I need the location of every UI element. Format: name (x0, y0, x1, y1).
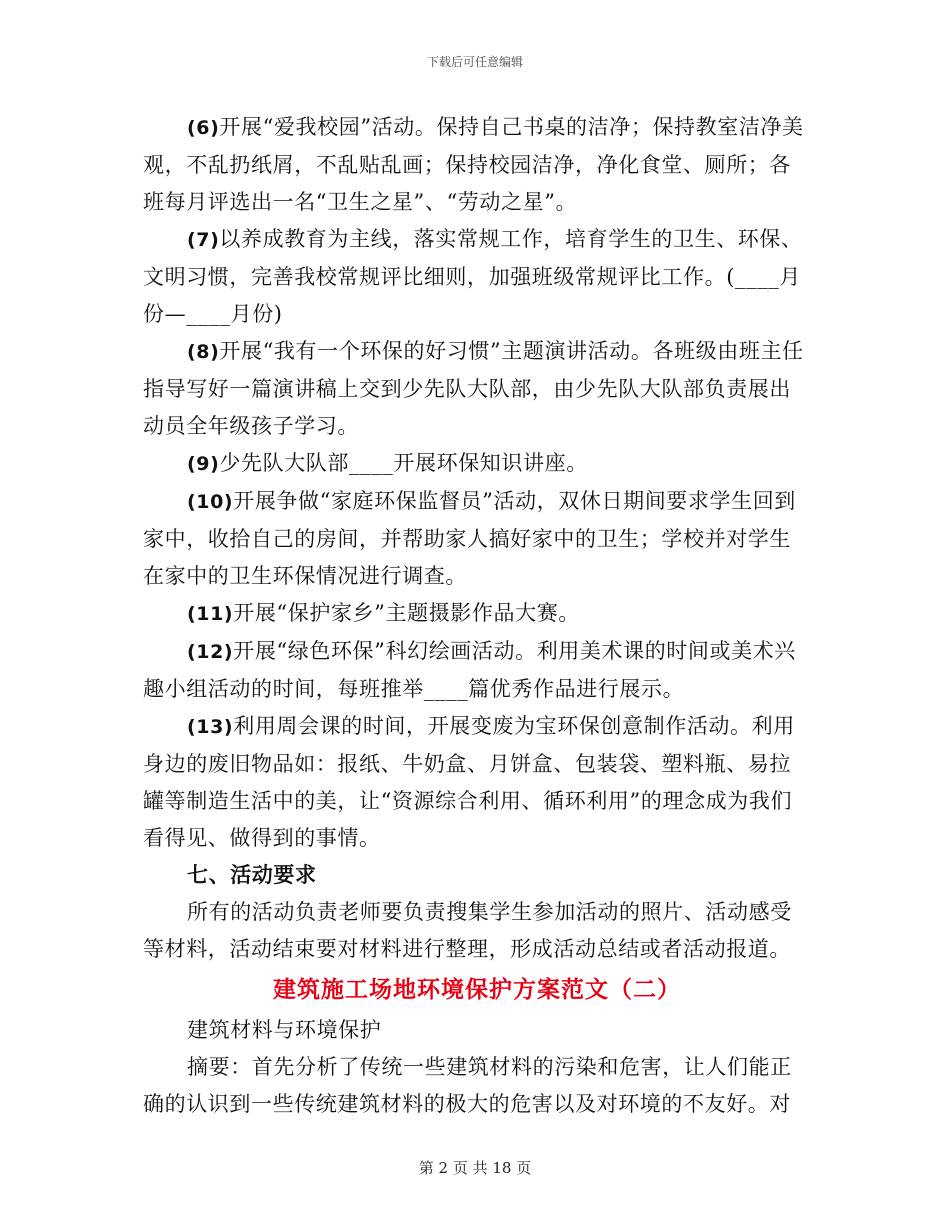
item-number: (8) (187, 341, 220, 363)
section-title: 建筑施工场地环境保护方案范文（二） (273, 977, 681, 1003)
item-text: 少先队大队部____开展环保知识讲座。 (219, 451, 588, 475)
list-item (143, 633, 811, 708)
item-number: (7) (187, 229, 220, 251)
item-text: 开展“保护家乡”主题摄影作品大赛。 (233, 601, 580, 625)
item-number: (13) (187, 716, 234, 738)
item-number: (11) (187, 603, 234, 625)
document-body (143, 109, 811, 1123)
item-text: 开展“爱我校园”活动。保持自己书桌的洁净；保持教室洁净美观，不乱扔纸屑，不乱贴乱画；保持校园洁净，净化食堂、厕所；各班每月评选出一名“卫生之星”、“劳动之星”。 (143, 115, 804, 214)
item-number: (10) (187, 491, 234, 513)
item-text: 开展争做“家庭环保监督员”活动，双休日期间要求学生回到家中，收拾自己的房间，并帮助家人搞好家中的卫生；学校并对学生在家中的卫生环保情况进行调查。 (143, 489, 796, 588)
section-paragraph: 所有的活动负责老师要负责搜集学生参加活动的照片、活动感受等材料，活动结束要对材料进行整理，形成活动总结或者活动报道。 (143, 900, 792, 961)
list-item (143, 483, 811, 595)
item-text: 利用周会课的时间，开展变废为宝环保创意制作活动。利用身边的废旧物品如：报纸、牛奶盒、月饼盒、包装袋、塑料瓶、易拉罐等制造生活中的美，让“资源综合利用、循环利用”的理念成为我们看得见、做得到的事情。 (143, 714, 795, 850)
item-text: 以养成教育为主线，落实常规工作，培育学生的卫生、环保、文明习惯，完善我校常规评比细则，加强班级常规评比工作。(____月份—____月份) (143, 227, 803, 326)
page-footer: 第 2 页 共 18 页 (418, 1159, 532, 1177)
item-text: 开展“绿色环保”科幻绘画活动。利用美术课的时间或美术兴趣小组活动的时间，每班推举____篇优秀作品进行展示。 (143, 639, 796, 701)
section-heading: 七、活动要求 (187, 863, 317, 887)
list-item (143, 109, 811, 221)
item-number: (12) (187, 641, 234, 663)
page-header: 下载后可任意编辑 (426, 55, 523, 69)
item-text: 开展“我有一个环保的好习惯”主题演讲活动。各班级由班主任指导写好一篇演讲稿上交到少先队大队部，由少先队大队部负责展出动员全年级孩子学习。 (143, 339, 804, 438)
subtitle: 建筑材料与环境保护 (187, 1018, 382, 1042)
list-item (143, 595, 811, 633)
list-item (143, 708, 811, 857)
list-item (143, 445, 811, 483)
abstract-paragraph: 摘要：首先分析了传统一些建筑材料的污染和危害，让人们能正确的认识到一些传统建筑材料的极大的危害以及对环境的不友好。对 (143, 1055, 792, 1116)
list-item (143, 221, 811, 333)
item-number: (6) (187, 117, 220, 139)
list-item (143, 333, 811, 445)
item-number: (9) (187, 453, 220, 475)
